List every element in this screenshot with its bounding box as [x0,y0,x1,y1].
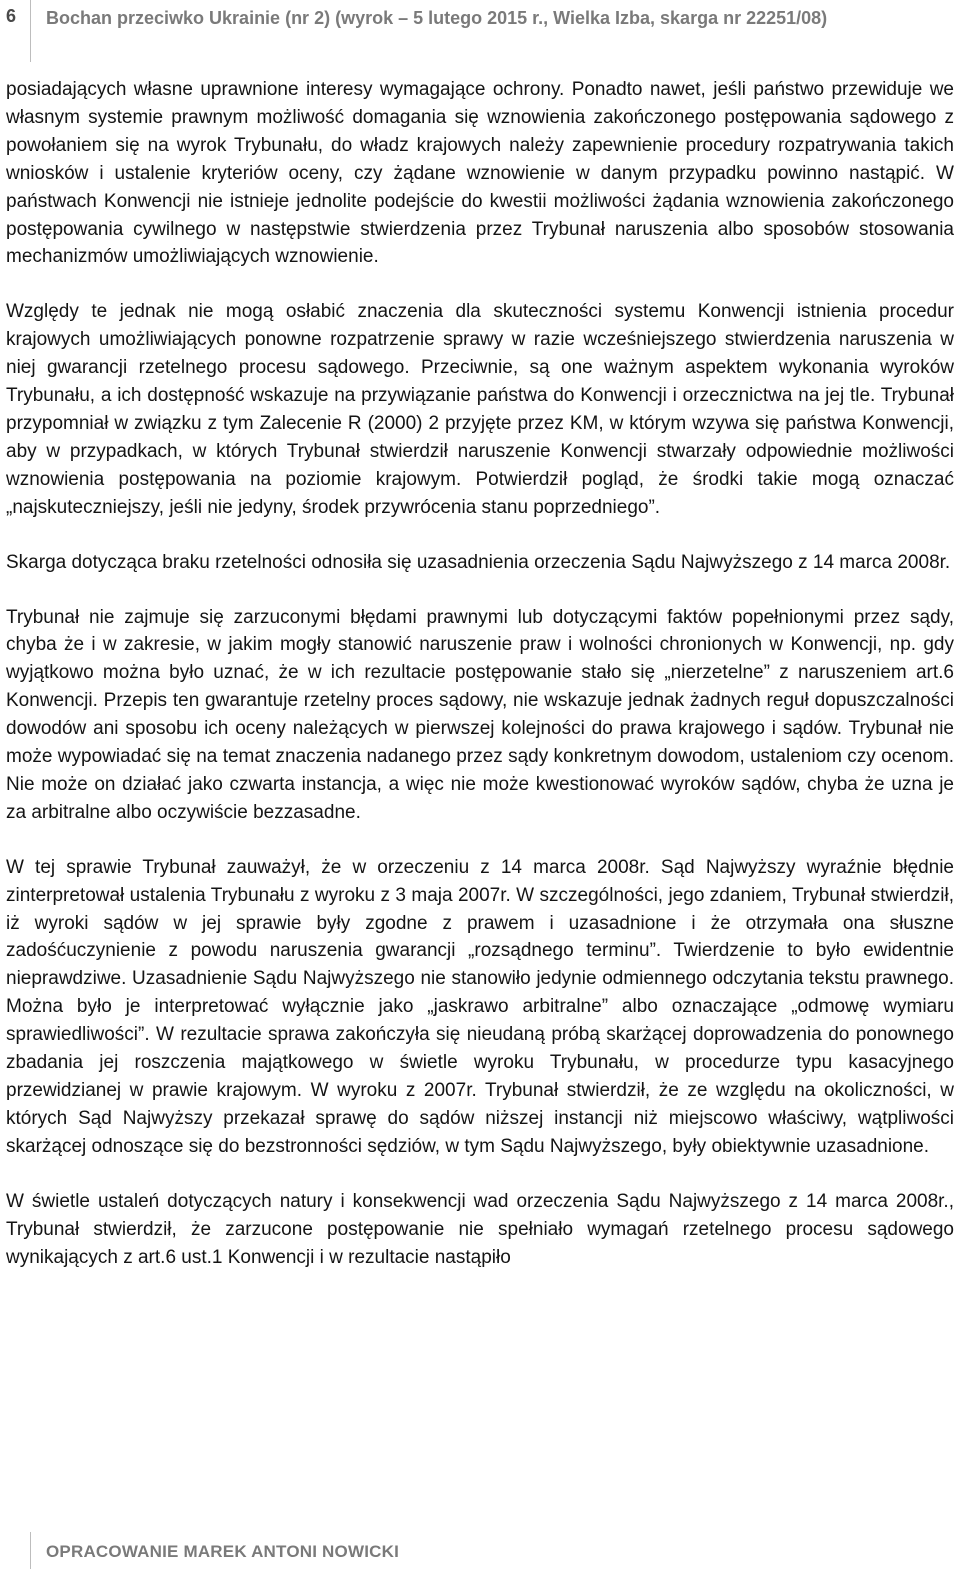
page-number: 6 [6,6,17,26]
header-divider [30,0,31,62]
page-footer [0,1532,960,1569]
page-header [0,0,960,62]
footer-divider [30,1532,31,1569]
paragraph-2: Względy te jednak nie mogą osłabić znaczenia dla skuteczności systemu Konwencji istnienia procedur krajowych umożliwiających ponowne rozpatrzenie sprawy w razie wcześniejszego stwierdzenia naruszenia w niej gwarancji rzetelnego procesu sądowego. Przeciwnie, są one ważnym aspektem wykonania wyroków Trybunału, a ich dostępność wskazuje na przywiązanie państwa do Konwencji i orzecznictwa na jej tle. Trybunał przypomniał w związku z tym Zalecenie R (2000) 2 przyjęte przez KM, w którym wzywa się państwa Konwencji, aby w przypadkach, w których Trybunał stwierdził naruszenie Konwencji stwarzały odpowiednie możliwości wznowienia postępowania na poziomie krajowym. Potwierdził pogląd, że środki takie mogą oznaczać „najskuteczniejszy, jeśli nie jedyny, środek przywrócenia stanu poprzedniego”. [6,301,954,518]
paragraph-3: Skarga dotycząca braku rzetelności odnosiła się uzasadnienia orzeczenia Sądu Najwyższego z 14 marca 2008r. [6,551,951,573]
paragraph-6: W świetle ustaleń dotyczących natury i konsekwencji wad orzeczenia Sądu Najwyższego z 14 marca 2008r., Trybunał stwierdził, że zarzucone postępowanie nie spełniało wymagań rzetelnego procesu sądowego wynikających z art.6 ust.1 Konwencji i w rezultacie nastąpiło [6,1190,954,1268]
paragraph-1: posiadających własne uprawnione interesy wymagające ochrony. Ponadto nawet, jeśli państwo przewiduje we własnym systemie prawnym możliwość domagania się wznowienia zakończonego postępowania sądowego z powołaniem się na wyrok Trybunału, do władz krajowych należy zapewnienie procedury rozpatrywania takich wniosków i ustalenie kryteriów oceny, czy żądane wznowienie w danym przypadku powinno nastąpić. W państwach Konwencji nie istnieje jednolite podejście do kwestii możliwości żądania wznowienia zakończonego postępowania cywilnego w następstwie stwierdzenia przez Trybunał naruszenia albo sposobów stosowania mechanizmów umożliwiających wznowienie. [6,79,954,268]
running-title: Bochan przeciwko Ukrainie (nr 2) (wyrok – 5 lutego 2015 r., Wielka Izba, skarga nr 22251/08) [46,8,828,28]
paragraph-5: W tej sprawie Trybunał zauważył, że w orzeczeniu z 14 marca 2008r. Sąd Najwyższy wyraźnie błędnie zinterpretował ustalenia Trybunału z wyroku z 3 maja 2007r. W szczególności, jego zdaniem, Trybunał stwierdził, iż wyroki sądów w jej sprawie były zgodne z prawem i uzasadnione i że otrzymała ona słuszne zadośćuczynienie z powodu naruszenia gwarancji „rozsądnego terminu”. Twierdzenie to było ewidentnie nieprawdziwe. Uzasadnienie Sądu Najwyższego nie stanowiło jedynie odmiennego odczytania tekstu prawnego. Można było je interpretować wyłącznie jako „jaskrawo arbitralne” albo oznaczające „odmowę wymiaru sprawiedliwości”. W rezultacie sprawa zakończyła się nieudaną próbą skarżącej doprowadzenia do ponownego zbadania jej roszczenia majątkowego w świetle wyroku Trybunału, w procedurze typu kasacyjnego przewidzianej w prawie krajowym. W wyroku z 2007r. Trybunał stwierdził, że ze względu na okoliczności, w których Sąd Najwyższy przekazał sprawę do sądów niższej instancji niż miejscowo właściwy, wątpliwości skarżącej odnoszące się do bezstronności sędziów, w tym Sądu Najwyższego, były obiektywnie uzasadnione. [6,856,954,1157]
paragraph-4: Trybunał nie zajmuje się zarzuconymi błędami prawnymi lub dotyczącymi faktów popełnionymi przez sądy, chyba że i w zakresie, w jakim mogły stanowić naruszenie praw i wolności chronionych w Konwencji, np. gdy wyjątkowo można było uznać, że w ich rezultacie postępowanie stało się „nierzetelne” z naruszeniem art.6 Konwencji. Przepis ten gwarantuje rzetelny proces sądowy, nie wskazuje jednak żadnych reguł dopuszczalności dowodów ani sposobu ich oceny należących w pierwszej kolejności do prawa krajowego i sądów. Trybunał nie może wypowiadać się na temat znaczenia nadanego przez sądy konkretnym dowodom, ustaleniom czy ocenom. Nie może on działać jako czwarta instancja, a więc nie może kwestionować wyroków sądów, chyba że uzna je za arbitralne albo oczywiście bezzasadne. [6,606,954,823]
document-body [6,76,954,1298]
footer-author: OPRACOWANIE MAREK ANTONI NOWICKI [46,1542,400,1561]
